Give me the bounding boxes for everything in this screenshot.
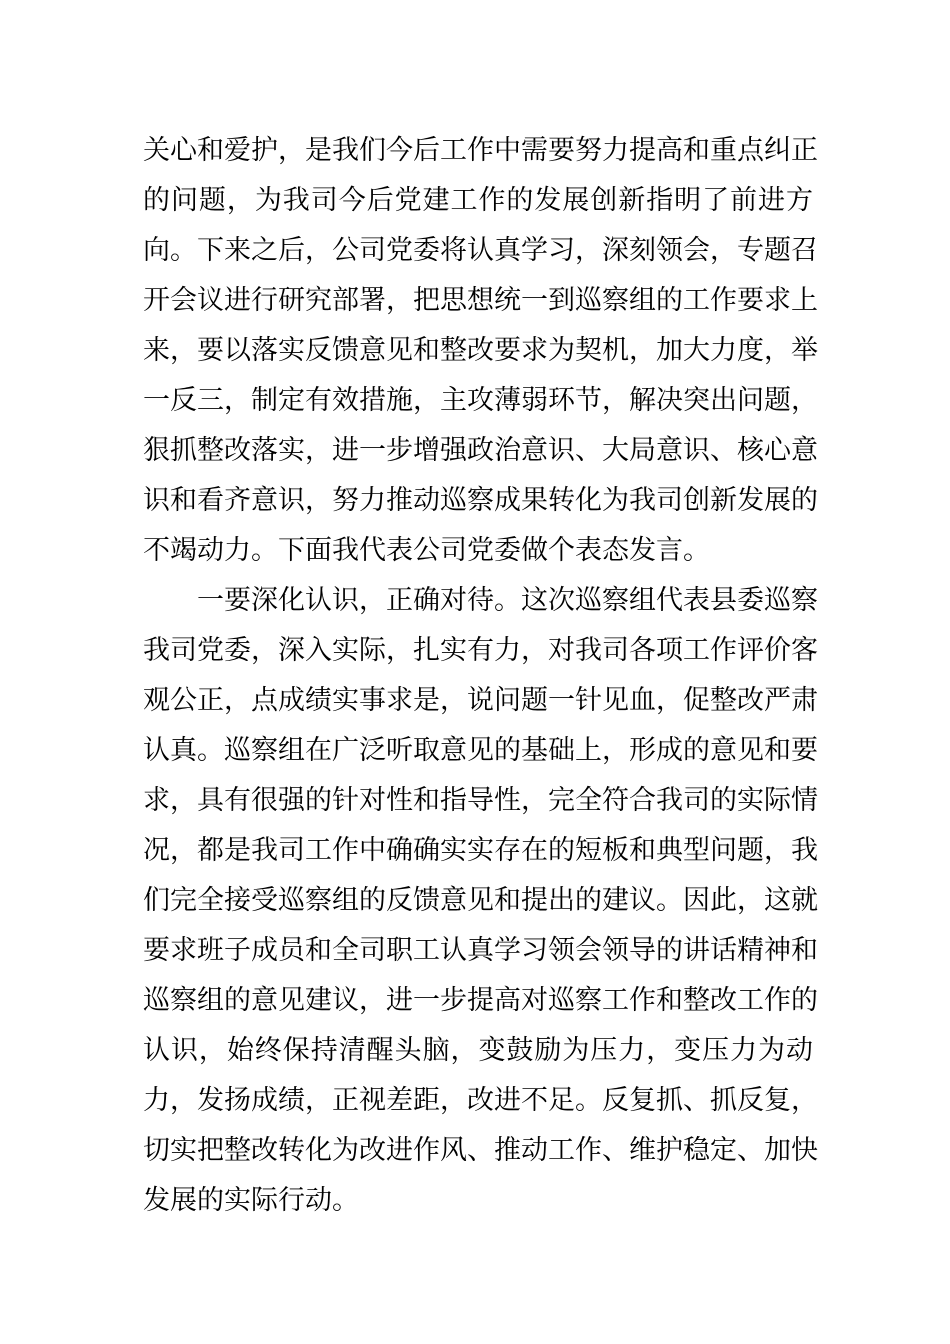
text-line: 我司党委，深入实际，扎实有力，对我司各项工作评价客: [143, 635, 818, 666]
text-line: 况，都是我司工作中确确实实存在的短板和典型问题，我: [143, 835, 818, 866]
text-line: 们完全接受巡察组的反馈意见和提出的建议。因此，这就: [143, 885, 818, 916]
text-line: 要求班子成员和全司职工认真学习领会领导的讲话精神和: [143, 935, 818, 966]
text-line: 认真。巡察组在广泛听取意见的基础上，形成的意见和要: [143, 735, 818, 766]
text-line: 狠抓整改落实，进一步增强政治意识、大局意识、核心意: [143, 435, 818, 466]
text-line: 识和看齐意识，努力推动巡察成果转化为我司创新发展的: [143, 485, 818, 516]
text-line: 巡察组的意见建议，进一步提高对巡察工作和整改工作的: [143, 985, 818, 1016]
text-line: 发展的实际行动。: [143, 1185, 359, 1216]
text-line: 观公正，点成绩实事求是，说问题一针见血，促整改严肃: [143, 685, 818, 716]
text-line: 的问题，为我司今后党建工作的发展创新指明了前进方: [143, 185, 813, 216]
text-line: 来，要以落实反馈意见和整改要求为契机，加大力度，举: [143, 335, 818, 366]
text-line: 认识，始终保持清醒头脑，变鼓励为压力，变压力为动: [143, 1035, 813, 1066]
paragraph-first-line: 一要深化认识，正确对待。这次巡察组代表县委巡察: [197, 585, 818, 616]
text-line: 切实把整改转化为改进作风、推动工作、维护稳定、加快: [143, 1135, 818, 1166]
text-line: 关心和爱护，是我们今后工作中需要努力提高和重点纠正: [143, 135, 818, 166]
text-line: 一反三，制定有效措施，主攻薄弱环节，解决突出问题，: [143, 385, 818, 416]
text-line: 向。下来之后，公司党委将认真学习，深刻领会，专题召: [143, 235, 818, 266]
text-line: 不竭动力。下面我代表公司党委做个表态发言。: [143, 535, 710, 566]
text-line: 开会议进行研究部署，把思想统一到巡察组的工作要求上: [143, 285, 818, 316]
text-line: 力，发扬成绩，正视差距，改进不足。反复抓、抓反复，: [143, 1085, 818, 1116]
body-text: [143, 126, 818, 1226]
text-line: 求，具有很强的针对性和指导性，完全符合我司的实际情: [143, 785, 818, 816]
